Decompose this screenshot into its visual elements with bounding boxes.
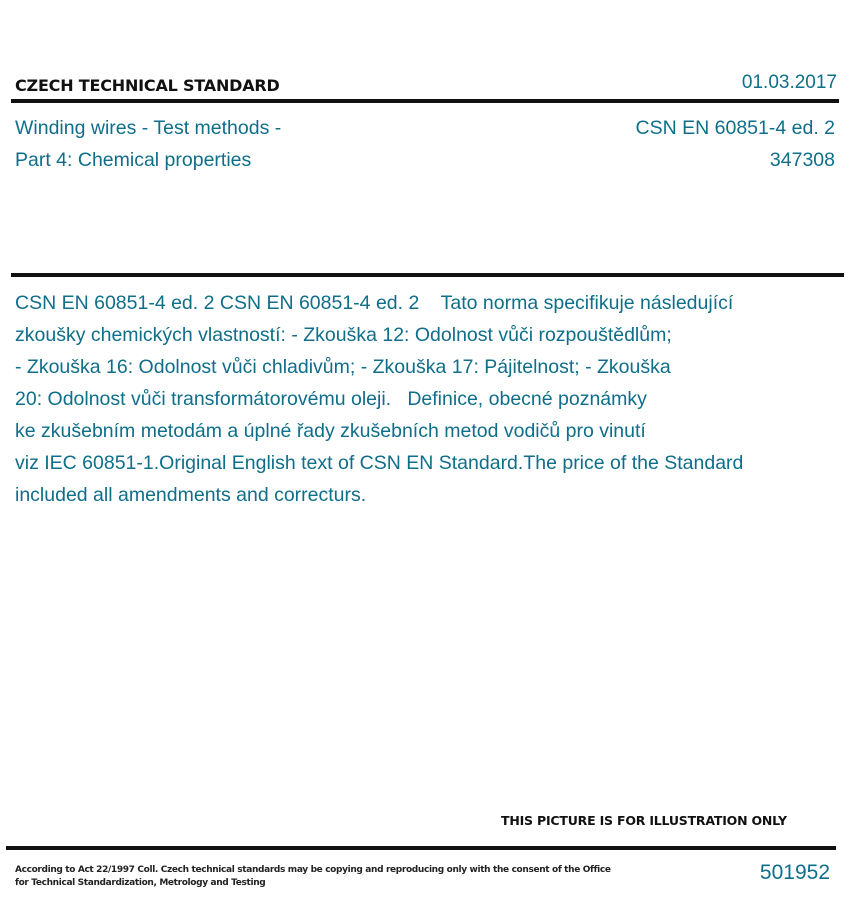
title-line-2: Part 4: Chemical properties xyxy=(15,149,252,171)
title-line-1: Winding wires - Test methods - xyxy=(15,117,282,139)
standard-code: CSN EN 60851-4 ed. 2 xyxy=(635,117,835,139)
description-line: 20: Odolnost vůči transformátorovému oleji. Definice, obecné poznámky xyxy=(15,388,647,410)
standard-type-label: CZECH TECHNICAL STANDARD xyxy=(15,76,280,95)
description-text xyxy=(15,287,845,511)
description-line: ke zkušebním metodám a úplné řady zkušebních metod vodičů pro vinutí xyxy=(15,420,646,442)
description-line: included all amendments and correcturs. xyxy=(15,484,367,506)
header-divider xyxy=(11,99,839,103)
publication-date: 01.03.2017 xyxy=(741,72,837,93)
legal-notice xyxy=(15,864,611,890)
footer-divider xyxy=(6,846,836,850)
legal-line: According to Act 22/1997 Coll. Czech technical standards may be copying and reproducing only with the consent of the Office xyxy=(15,865,611,875)
legal-line: for Technical Standardization, Metrology and Testing xyxy=(15,878,266,888)
illustration-note: THIS PICTURE IS FOR ILLUSTRATION ONLY xyxy=(501,813,787,828)
description-line: viz IEC 60851-1.Original English text of CSN EN Standard.The price of the Standard xyxy=(15,452,744,474)
description-line: - Zkouška 16: Odolnost vůči chladivům; - Zkouška 17: Pájitelnost; - Zkouška xyxy=(15,356,671,378)
description-line: CSN EN 60851-4 ed. 2 CSN EN 60851-4 ed. 2 Tato norma specifikuje následující xyxy=(15,292,734,314)
class-number: 347308 xyxy=(769,149,835,171)
section-divider xyxy=(11,273,844,277)
description-line: zkoušky chemických vlastností: - Zkouška 12: Odolnost vůči rozpouštědlům; xyxy=(15,324,672,346)
document-number: 501952 xyxy=(759,861,830,884)
